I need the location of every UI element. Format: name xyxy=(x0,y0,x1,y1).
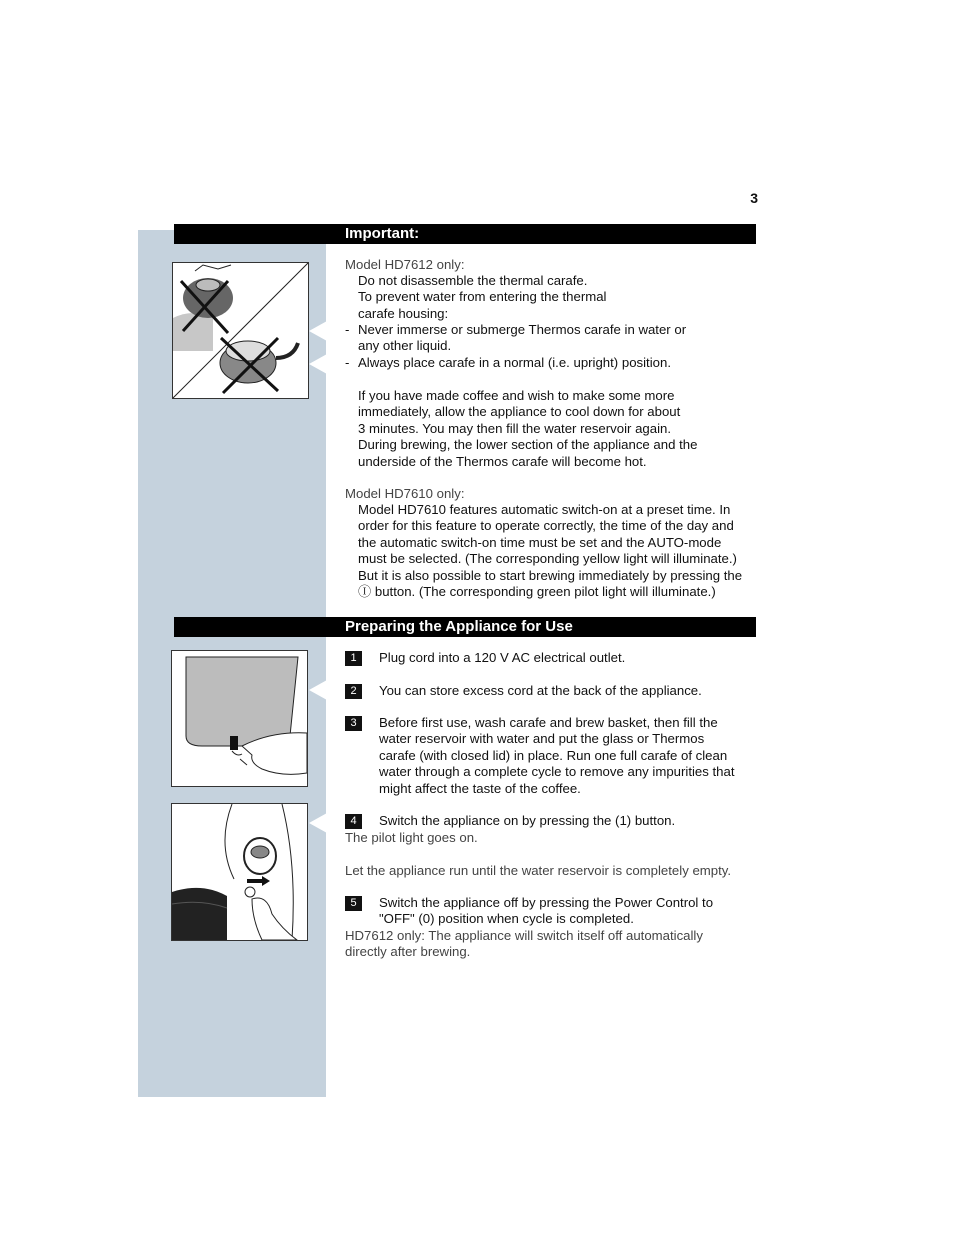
step-number: 3 xyxy=(345,716,362,731)
step-number: 2 xyxy=(345,684,362,699)
pointer-arrow xyxy=(309,321,327,341)
step-5-text: Switch the appliance off by pressing the Power Control to "OFF" (0) position when cycle is completed. xyxy=(379,895,714,927)
step-2-text: You can store excess cord at the back of the appliance. xyxy=(379,683,702,698)
hd7612-text: Do not disassemble the thermal carafe. To prevent water from entering the thermal carafe housing: xyxy=(358,273,607,321)
page-number: 3 xyxy=(750,190,758,206)
bullet-upright: Always place carafe in a normal (i.e. upright) position. xyxy=(358,355,671,370)
pointer-arrow xyxy=(309,680,327,700)
step-number: 1 xyxy=(345,651,362,666)
important-heading-bar xyxy=(174,224,756,244)
hd7612-label: Model HD7612 only: xyxy=(345,257,465,272)
hd7610-label: Model HD7610 only: xyxy=(345,486,465,501)
step-1-text: Plug cord into a 120 V AC electrical outlet. xyxy=(379,650,626,665)
preparing-heading: Preparing the Appliance for Use xyxy=(345,618,573,635)
power-icon: Ⓘ xyxy=(358,584,372,600)
step-number: 5 xyxy=(345,896,362,911)
bullet-no-immerse: Never immerse or submerge Thermos carafe in water or any other liquid. xyxy=(358,322,687,354)
bullet-marker: - xyxy=(345,322,350,337)
preparing-heading-bar xyxy=(174,617,756,637)
step-4-run-note: Let the appliance run until the water reservoir is completely empty. xyxy=(345,863,732,878)
cooldown-text: If you have made coffee and wish to make some more immediately, allow the appliance to cool down for about 3 minutes. You may then fill the water reservoir again. During brewing, the lower section of the appliance and the underside of the Thermos carafe will become hot. xyxy=(358,388,698,469)
pointer-arrow xyxy=(309,354,327,374)
step-4-note: The pilot light goes on. xyxy=(345,830,478,845)
bullet-marker: - xyxy=(345,355,350,370)
step-4-text: Switch the appliance on by pressing the (1) button. xyxy=(379,813,676,828)
step-number: 4 xyxy=(345,814,362,829)
important-heading: Important: xyxy=(345,225,420,242)
carafe-no-immerse-illustration xyxy=(172,262,309,399)
hd7610-text: Model HD7610 features automatic switch-on at a preset time. In order for this feature to operate correctly, the time of the day and the automatic switch-on time must be set and the AUTO-mode must be selected. (The corresponding yellow light will illuminate.) But it is also possible to start brewing immediately by pressing the Ⓘ button. (The corresponding green pilot light will illuminate.) xyxy=(358,502,743,600)
step-3-text: Before first use, wash carafe and brew basket, then fill the water reservoir with water and put the glass or Thermos carafe (with closed lid) in place. Run one full carafe of clean water through a complete cycle to remove any impurities that might affect the taste of the coffee. xyxy=(379,715,735,796)
step-5-note: HD7612 only: The appliance will switch itself off automatically directly after brewing. xyxy=(345,928,703,960)
cord-storage-illustration xyxy=(171,650,308,787)
power-button-illustration xyxy=(171,803,308,941)
pointer-arrow xyxy=(309,813,327,833)
